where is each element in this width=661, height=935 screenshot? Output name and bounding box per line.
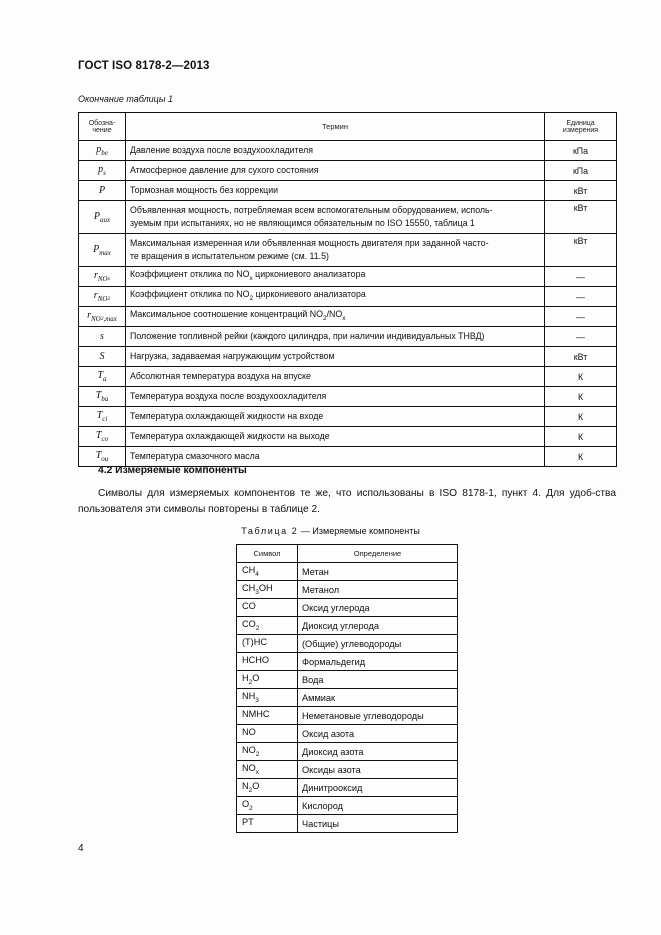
component-symbol: CO bbox=[237, 599, 298, 617]
unit-cell: кВт bbox=[545, 201, 617, 234]
table2-header-definition: Определение bbox=[298, 545, 458, 563]
table-row bbox=[237, 779, 458, 797]
table-row bbox=[79, 327, 617, 347]
symbol-cell: s bbox=[79, 327, 126, 347]
component-symbol: $O_2$ bbox=[237, 797, 298, 815]
component-definition: Оксид углерода bbox=[298, 599, 458, 617]
symbol-cell: $P_{aux}$ bbox=[79, 201, 126, 234]
component-definition: Диоксид углерода bbox=[298, 617, 458, 635]
symbol-cell: $r_{NO2}$ bbox=[79, 287, 126, 307]
term-cell: Температура охлаждающей жидкости на входе bbox=[126, 407, 545, 427]
unit-cell: кПа bbox=[545, 161, 617, 181]
term-cell: Коэффициент отклика по $NO_2$ циркониевого анализатора bbox=[126, 287, 545, 307]
unit-cell: К bbox=[545, 447, 617, 467]
term-cell: Давление воздуха после воздухоохладителя bbox=[126, 141, 545, 161]
unit-cell: К bbox=[545, 387, 617, 407]
symbol-cell: $T_{co}$ bbox=[79, 427, 126, 447]
component-symbol: $NH_3$ bbox=[237, 689, 298, 707]
table2-caption bbox=[0, 526, 661, 536]
symbol-cell: $T_a$ bbox=[79, 367, 126, 387]
component-definition: Аммиак bbox=[298, 689, 458, 707]
component-symbol: $CH_4$ bbox=[237, 563, 298, 581]
unit-cell: кВт bbox=[545, 347, 617, 367]
table-row bbox=[79, 447, 617, 467]
table-row bbox=[237, 581, 458, 599]
table-row bbox=[237, 815, 458, 833]
table-row bbox=[237, 671, 458, 689]
header-symbol-line1: Обозна- bbox=[88, 119, 116, 127]
table-row bbox=[79, 181, 617, 201]
table-row bbox=[237, 653, 458, 671]
table-row bbox=[237, 725, 458, 743]
term-cell: Абсолютная температура воздуха на впуске bbox=[126, 367, 545, 387]
component-symbol: $NO_2$ bbox=[237, 743, 298, 761]
table-row bbox=[79, 307, 617, 327]
section-title: 4.2 Измеряемые компоненты bbox=[98, 465, 247, 476]
table-row bbox=[79, 347, 617, 367]
term-cell: Коэффициент отклика по $NO_x$ циркониевого анализатора bbox=[126, 267, 545, 287]
component-definition: Диоксид азота bbox=[298, 743, 458, 761]
term-cell: Атмосферное давление для сухого состояния bbox=[126, 161, 545, 181]
symbol-cell: $T_{ci}$ bbox=[79, 407, 126, 427]
term-cell: Нагрузка, задаваемая нагружающим устройством bbox=[126, 347, 545, 367]
component-symbol: HCHO bbox=[237, 653, 298, 671]
component-definition: Вода bbox=[298, 671, 458, 689]
unit-cell: — bbox=[545, 267, 617, 287]
component-definition: (Общие) углеводороды bbox=[298, 635, 458, 653]
term-cell: Температура смазочного масла bbox=[126, 447, 545, 467]
document-code-header: ГОСТ ISO 8178-2—2013 bbox=[78, 60, 210, 72]
unit-cell: К bbox=[545, 407, 617, 427]
table2-components bbox=[236, 544, 458, 833]
component-symbol: $CH_3OH$ bbox=[237, 581, 298, 599]
table-row bbox=[79, 201, 617, 234]
symbol-cell: $r_{NOx}$ bbox=[79, 267, 126, 287]
table-row bbox=[79, 367, 617, 387]
component-symbol: $N_2O$ bbox=[237, 779, 298, 797]
component-definition: Динитрооксид bbox=[298, 779, 458, 797]
unit-cell: — bbox=[545, 287, 617, 307]
unit-cell: — bbox=[545, 307, 617, 327]
table-row bbox=[237, 689, 458, 707]
section-paragraph: Символы для измеряемых компонентов те же, что использованы в ISO 8178-1, пункт 4. Для удоб-ства пользователя эти символы повторены в таблице 2. bbox=[78, 488, 616, 515]
table-row bbox=[79, 141, 617, 161]
term-cell: Максимальное соотношение концентраций $NO_2/NO_x$ bbox=[126, 307, 545, 327]
table-row bbox=[237, 761, 458, 779]
component-symbol: $CO_2$ bbox=[237, 617, 298, 635]
table-row bbox=[237, 617, 458, 635]
table1-header-row bbox=[79, 113, 617, 141]
symbol-cell: $p_{be}$ bbox=[79, 141, 126, 161]
component-definition: Метан bbox=[298, 563, 458, 581]
table-row bbox=[237, 707, 458, 725]
component-definition: Метанол bbox=[298, 581, 458, 599]
term-cell: Положение топливной рейки (каждого цилиндра, при наличии индивидуальных ТНВД) bbox=[126, 327, 545, 347]
component-definition: Оксид азота bbox=[298, 725, 458, 743]
table-row bbox=[79, 387, 617, 407]
table-row bbox=[237, 797, 458, 815]
symbol-cell: S bbox=[79, 347, 126, 367]
table-row bbox=[79, 267, 617, 287]
component-definition: Частицы bbox=[298, 815, 458, 833]
table-row bbox=[79, 161, 617, 181]
unit-cell: кВт bbox=[545, 181, 617, 201]
page-number: 4 bbox=[78, 843, 84, 854]
table-row bbox=[79, 287, 617, 307]
table2-caption-rest: — Измеряемые компоненты bbox=[298, 526, 420, 536]
table-row bbox=[237, 743, 458, 761]
header-unit-line2: измерения bbox=[562, 126, 599, 134]
symbol-cell: $p_s$ bbox=[79, 161, 126, 181]
term-cell: Объявленная мощность, потребляемая всем вспомогательным оборудованием, исполь- зуемым при испытаниях, но не являющимся обязательным по ISO 15550, таблица 1 bbox=[126, 201, 545, 234]
table1-caption: Окончание таблицы 1 bbox=[78, 94, 173, 104]
component-symbol: PT bbox=[237, 815, 298, 833]
unit-cell: К bbox=[545, 367, 617, 387]
table2-header-row bbox=[237, 545, 458, 563]
component-symbol: $H_2O$ bbox=[237, 671, 298, 689]
table-row bbox=[79, 407, 617, 427]
table-row bbox=[237, 635, 458, 653]
term-cell: Температура воздуха после воздухоохладителя bbox=[126, 387, 545, 407]
table1-header-term: Термин bbox=[126, 113, 545, 141]
term-cell: Температура охлаждающей жидкости на выходе bbox=[126, 427, 545, 447]
table-row bbox=[79, 427, 617, 447]
term-cell: Тормозная мощность без коррекции bbox=[126, 181, 545, 201]
table-row bbox=[237, 599, 458, 617]
table2-header-symbol: Символ bbox=[237, 545, 298, 563]
component-definition: Неметановые углеводороды bbox=[298, 707, 458, 725]
symbol-cell: $T_{ba}$ bbox=[79, 387, 126, 407]
component-definition: Оксиды азота bbox=[298, 761, 458, 779]
table2-caption-prefix: Таблица 2 bbox=[241, 526, 299, 536]
component-definition: Кислород bbox=[298, 797, 458, 815]
table1-header-unit bbox=[545, 113, 617, 141]
table1-terms bbox=[78, 112, 617, 467]
symbol-cell: $T_{ou}$ bbox=[79, 447, 126, 467]
component-symbol: NMHC bbox=[237, 707, 298, 725]
term-cell: Максимальная измеренная или объявленная мощность двигателя при заданной часто- те вращения в испытательном режиме (см. 11.5) bbox=[126, 234, 545, 267]
unit-cell: К bbox=[545, 427, 617, 447]
component-symbol: (T)HC bbox=[237, 635, 298, 653]
symbol-cell: P bbox=[79, 181, 126, 201]
component-symbol: $NO_x$ bbox=[237, 761, 298, 779]
table-row bbox=[79, 234, 617, 267]
table-row bbox=[237, 563, 458, 581]
symbol-cell: $r_{NO2,max}$ bbox=[79, 307, 126, 327]
table1-header-symbol bbox=[79, 113, 126, 141]
unit-cell: — bbox=[545, 327, 617, 347]
header-symbol-line2: чение bbox=[92, 126, 112, 134]
component-symbol: NO bbox=[237, 725, 298, 743]
unit-cell: кПа bbox=[545, 141, 617, 161]
symbol-cell: $P_{max}$ bbox=[79, 234, 126, 267]
component-definition: Формальдегид bbox=[298, 653, 458, 671]
header-unit-line1: Единица bbox=[566, 119, 595, 127]
unit-cell: кВт bbox=[545, 234, 617, 267]
